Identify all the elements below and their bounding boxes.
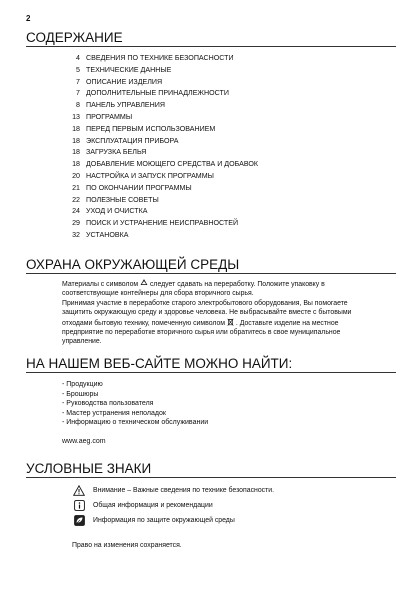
website-list <box>62 380 362 446</box>
toc-title: ОПИСАНИЕ ИЗДЕЛИЯ <box>86 77 163 86</box>
toc-page-number: 32 <box>72 230 80 239</box>
toc-page-number: 18 <box>72 148 80 157</box>
toc-title: ДОПОЛНИТЕЛЬНЫЕ ПРИНАДЛЕЖНОСТИ <box>86 89 229 98</box>
rights-note: Право на изменения сохраняется. <box>72 542 182 549</box>
toc-entry[interactable] <box>62 88 382 100</box>
toc-page-number: 18 <box>72 124 80 133</box>
symbol-text: Общая информация и рекомендации <box>93 502 213 509</box>
toc-entry[interactable] <box>62 100 382 112</box>
page-number: 2 <box>26 14 31 23</box>
env-line-2: соответствующие контейнеры для сбора вторичного сырья. <box>62 290 254 298</box>
environment-rule <box>26 273 396 274</box>
symbol-row-eco <box>72 513 392 528</box>
symbol-text: Внимание – Важные сведения по технике безопасности. <box>93 487 275 494</box>
env-line-7: управление. <box>62 338 102 346</box>
env-line-6: предприятие по переработке вторичного сырья или обратитесь в свое муниципальное <box>62 329 341 337</box>
toc-entry[interactable] <box>62 195 382 207</box>
toc-entry[interactable] <box>62 112 382 124</box>
toc-page-number: 7 <box>76 89 80 98</box>
toc-title: ПОЛЕЗНЫЕ СОВЕТЫ <box>86 195 159 204</box>
toc-page-number: 22 <box>72 195 80 204</box>
eco-icon <box>72 515 86 527</box>
toc-page-number: 8 <box>76 101 80 110</box>
website-item: - Брошюры <box>62 390 99 398</box>
toc-title: ПАНЕЛЬ УПРАВЛЕНИЯ <box>86 101 165 110</box>
toc-page-number: 20 <box>72 171 80 180</box>
toc-entry[interactable] <box>62 136 382 148</box>
website-item: - Информацию о техническом обслуживании <box>62 419 209 426</box>
website-item: - Продукцию <box>62 381 103 388</box>
toc-page-number: 13 <box>72 112 80 121</box>
website-rule <box>26 372 396 373</box>
toc-title: УХОД И ОЧИСТКА <box>86 207 148 216</box>
toc-page-number: 18 <box>72 136 80 145</box>
toc-title: УСТАНОВКА <box>86 230 129 239</box>
env-line-3: Принимая участие в переработке старого электробытового оборудования, Вы помогаете <box>62 299 348 307</box>
toc-title: НАСТРОЙКА И ЗАПУСК ПРОГРАММЫ <box>86 171 214 180</box>
table-of-contents <box>62 53 382 242</box>
toc-title: ПО ОКОНЧАНИИ ПРОГРАММЫ <box>86 183 192 192</box>
contents-rule <box>26 46 396 47</box>
toc-page-number: 7 <box>76 77 80 86</box>
toc-entry[interactable] <box>62 65 382 77</box>
website-item: - Руководства пользователя <box>62 400 154 407</box>
symbol-text: Информация по защите окружающей среды <box>93 517 235 524</box>
env-line-1a: Материалы с символом <box>62 281 139 288</box>
toc-page-number: 24 <box>72 207 80 216</box>
info-icon <box>72 500 86 512</box>
toc-entry[interactable] <box>62 147 382 159</box>
env-line-4: защитить окружающую среду и здоровье человека. Не выбрасывайте вместе с бытовыми <box>62 309 352 317</box>
environment-heading: ОХРАНА ОКРУЖАЮЩЕЙ СРЕДЫ <box>26 257 240 272</box>
toc-page-number: 29 <box>72 219 80 228</box>
symbols-heading: УСЛОВНЫЕ ЗНАКИ <box>26 461 152 476</box>
toc-title: ПРОГРАММЫ <box>86 112 133 121</box>
toc-title: ЗАГРУЗКА БЕЛЬЯ <box>86 148 147 157</box>
toc-entry[interactable] <box>62 53 382 65</box>
toc-entry[interactable] <box>62 171 382 183</box>
symbols-rule <box>26 477 396 478</box>
recycle-icon <box>140 279 148 287</box>
toc-entry[interactable] <box>62 159 382 171</box>
toc-page-number: 18 <box>72 160 80 169</box>
env-line-5b: . Доставьте изделие на местное <box>235 319 339 327</box>
env-line-1b: следует сдавать на переработку. Положите упаковку в <box>149 281 325 288</box>
toc-entry[interactable] <box>62 218 382 230</box>
toc-title: ПОИСК И УСТРАНЕНИЕ НЕИСПРАВНОСТЕЙ <box>86 219 239 228</box>
toc-entry[interactable] <box>62 183 382 195</box>
website-item: - Мастер устранения неполадок <box>62 409 166 417</box>
toc-entry[interactable] <box>62 206 382 218</box>
website-heading: НА НАШЕМ ВЕБ-САЙТЕ МОЖНО НАЙТИ: <box>26 356 293 371</box>
contents-heading: СОДЕРЖАНИЕ <box>26 30 123 45</box>
toc-page-number: 21 <box>72 183 80 192</box>
toc-title: ПЕРЕД ПЕРВЫМ ИСПОЛЬЗОВАНИЕМ <box>86 124 216 133</box>
warning-triangle-icon <box>72 485 86 497</box>
toc-title: ТЕХНИЧЕСКИЕ ДАННЫЕ <box>86 65 172 74</box>
environment-text <box>62 279 392 347</box>
toc-entry[interactable] <box>62 124 382 136</box>
toc-title: ЭКСПЛУАТАЦИЯ ПРИБОРА <box>86 136 179 145</box>
env-line-5a: отходами бытовую технику, помеченную символом <box>62 319 226 327</box>
symbol-row-warning <box>72 483 392 498</box>
toc-entry[interactable] <box>62 77 382 89</box>
toc-title: ДОБАВЛЕНИЕ МОЮЩЕГО СРЕДСТВА И ДОБАВОК <box>86 160 258 169</box>
toc-page-number: 5 <box>76 65 80 74</box>
symbols-list <box>72 483 392 549</box>
website-url[interactable]: www.aeg.com <box>62 437 106 445</box>
toc-page-number: 4 <box>76 54 80 62</box>
symbol-row-info <box>72 498 392 513</box>
toc-title: СВЕДЕНИЯ ПО ТЕХНИКЕ БЕЗОПАСНОСТИ <box>86 54 234 62</box>
toc-entry[interactable] <box>62 230 382 242</box>
crossed-bin-icon <box>227 318 234 326</box>
